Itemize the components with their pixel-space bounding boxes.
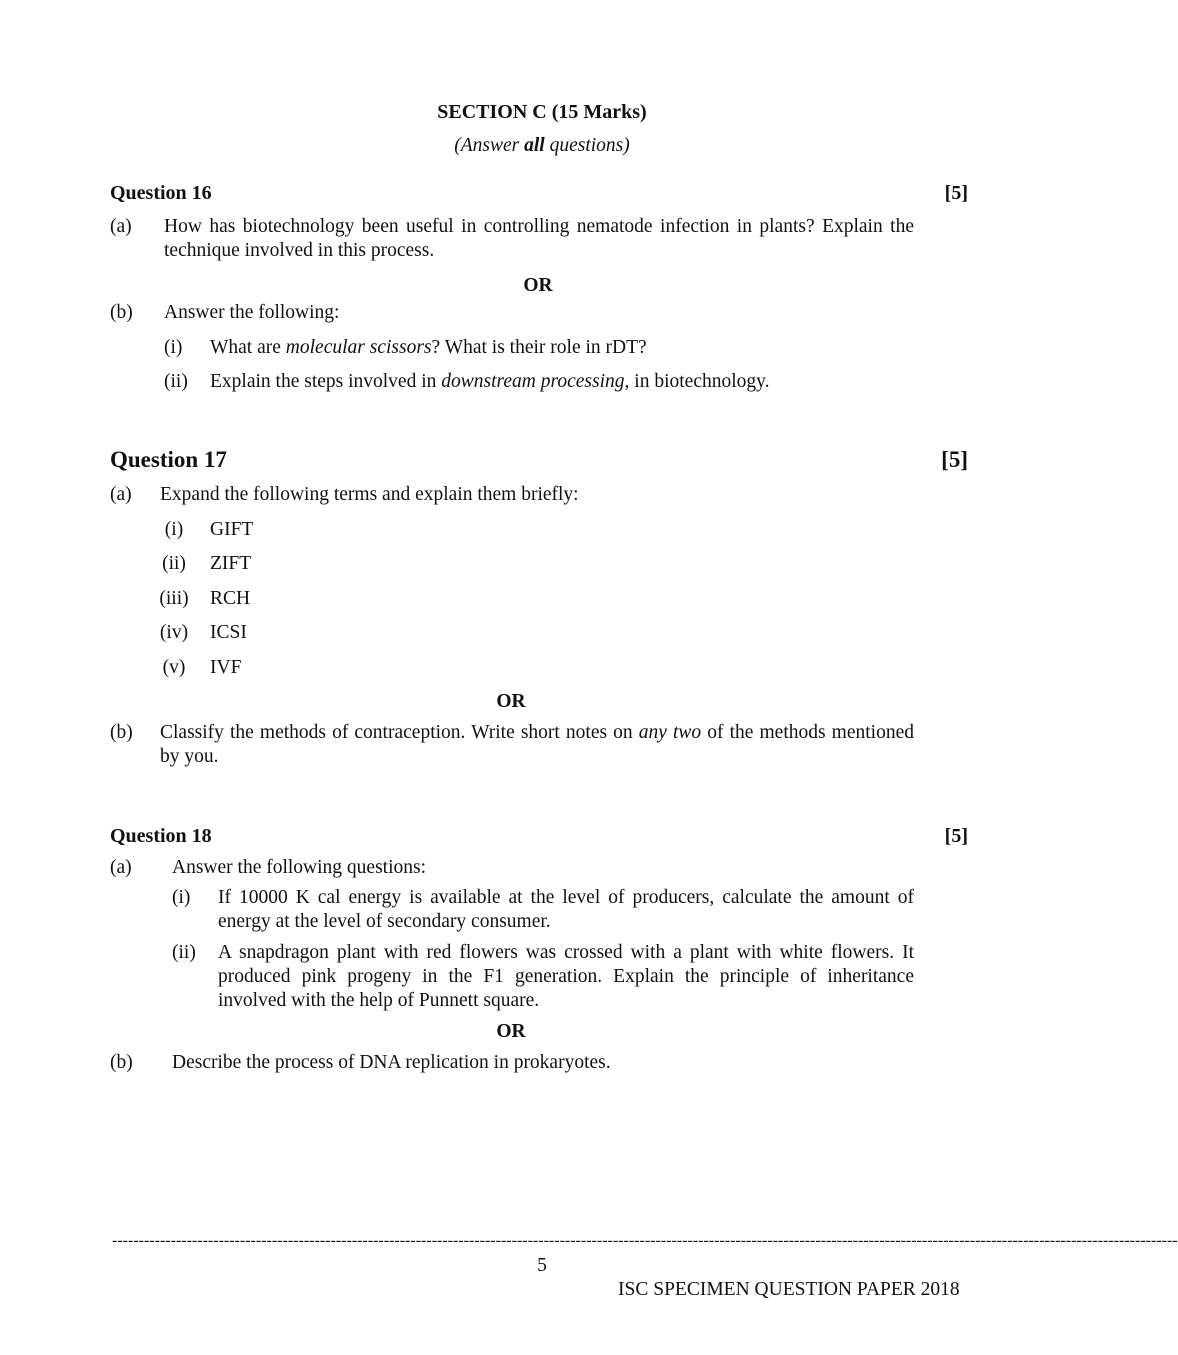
section-instruction: (Answer all questions) [454,135,630,156]
page-number: 5 [537,1255,547,1276]
q17-item-text: ICSI [210,622,247,643]
q16-ii-text: Explain the steps involved in downstream processing, in biotechnology. [210,371,770,392]
q16-marks: [5] [944,182,968,204]
q16-title: Question 16 [110,182,212,204]
q18-i-text: If 10000 K cal energy is available at the level of producers, calculate the amount of energy at the level of secondary consumer. [218,887,914,932]
q16-i-label: (i) [164,337,183,358]
q17-item-label: (v) [162,657,186,678]
q17-a-text: Expand the following terms and explain them briefly: [160,484,579,505]
footer-divider: -------------------------------------------------------------------------------------------------------------------------------------------------------------------------------------------------------- [112,1232,1178,1249]
q18-b-text: Describe the process of DNA replication in prokaryotes. [172,1052,611,1073]
paper-title: ISC SPECIMEN QUESTION PAPER 2018 [618,1279,960,1300]
q18-a-label: (a) [110,857,132,878]
q17-a-label: (a) [110,484,132,505]
q18-ii-text: A snapdragon plant with red flowers was crossed with a plant with white flowers. It produced pink progeny in the F1 generation. Explain the principle of inheritance involved with the help of Punnett square. [218,942,914,1011]
q17-item-label: (ii) [162,553,186,574]
q17-item-text: RCH [210,588,251,609]
q18-i-label: (i) [172,887,191,908]
q17-item-text: GIFT [210,519,254,540]
q16-b-text: Answer the following: [164,302,340,323]
q18-ii-label: (ii) [172,942,196,963]
q17-marks: [5] [941,447,968,472]
q18-marks: [5] [944,825,968,847]
q17-item-label: (iv) [159,622,189,643]
q17-b-text: Classify the methods of contraception. Write short notes on any two of the methods mentioned by you. [160,722,914,767]
section-title: SECTION C (15 Marks) [437,101,647,123]
q16-b-label: (b) [110,302,133,323]
q16-ii-label: (ii) [164,371,188,392]
q16-a-label: (a) [110,216,132,237]
q17-title: Question 17 [110,447,227,472]
q17-item-label: (iii) [159,588,189,609]
q18-title: Question 18 [110,825,212,847]
q17-b-label: (b) [110,722,133,743]
q17-item-text: ZIFT [210,553,252,574]
q17-item-text: IVF [210,657,242,678]
q18-b-label: (b) [110,1052,133,1073]
q18-or: OR [496,1021,526,1042]
q16-a-text: How has biotechnology been useful in controlling nematode infection in plants? Explain the technique involved in this process. [164,216,914,261]
q16-i-text: What are molecular scissors? What is their role in rDT? [210,337,647,358]
q17-item-label: (i) [164,519,184,540]
q18-a-text: Answer the following questions: [172,857,427,878]
q17-or: OR [496,691,526,712]
q16-or: OR [523,275,553,296]
